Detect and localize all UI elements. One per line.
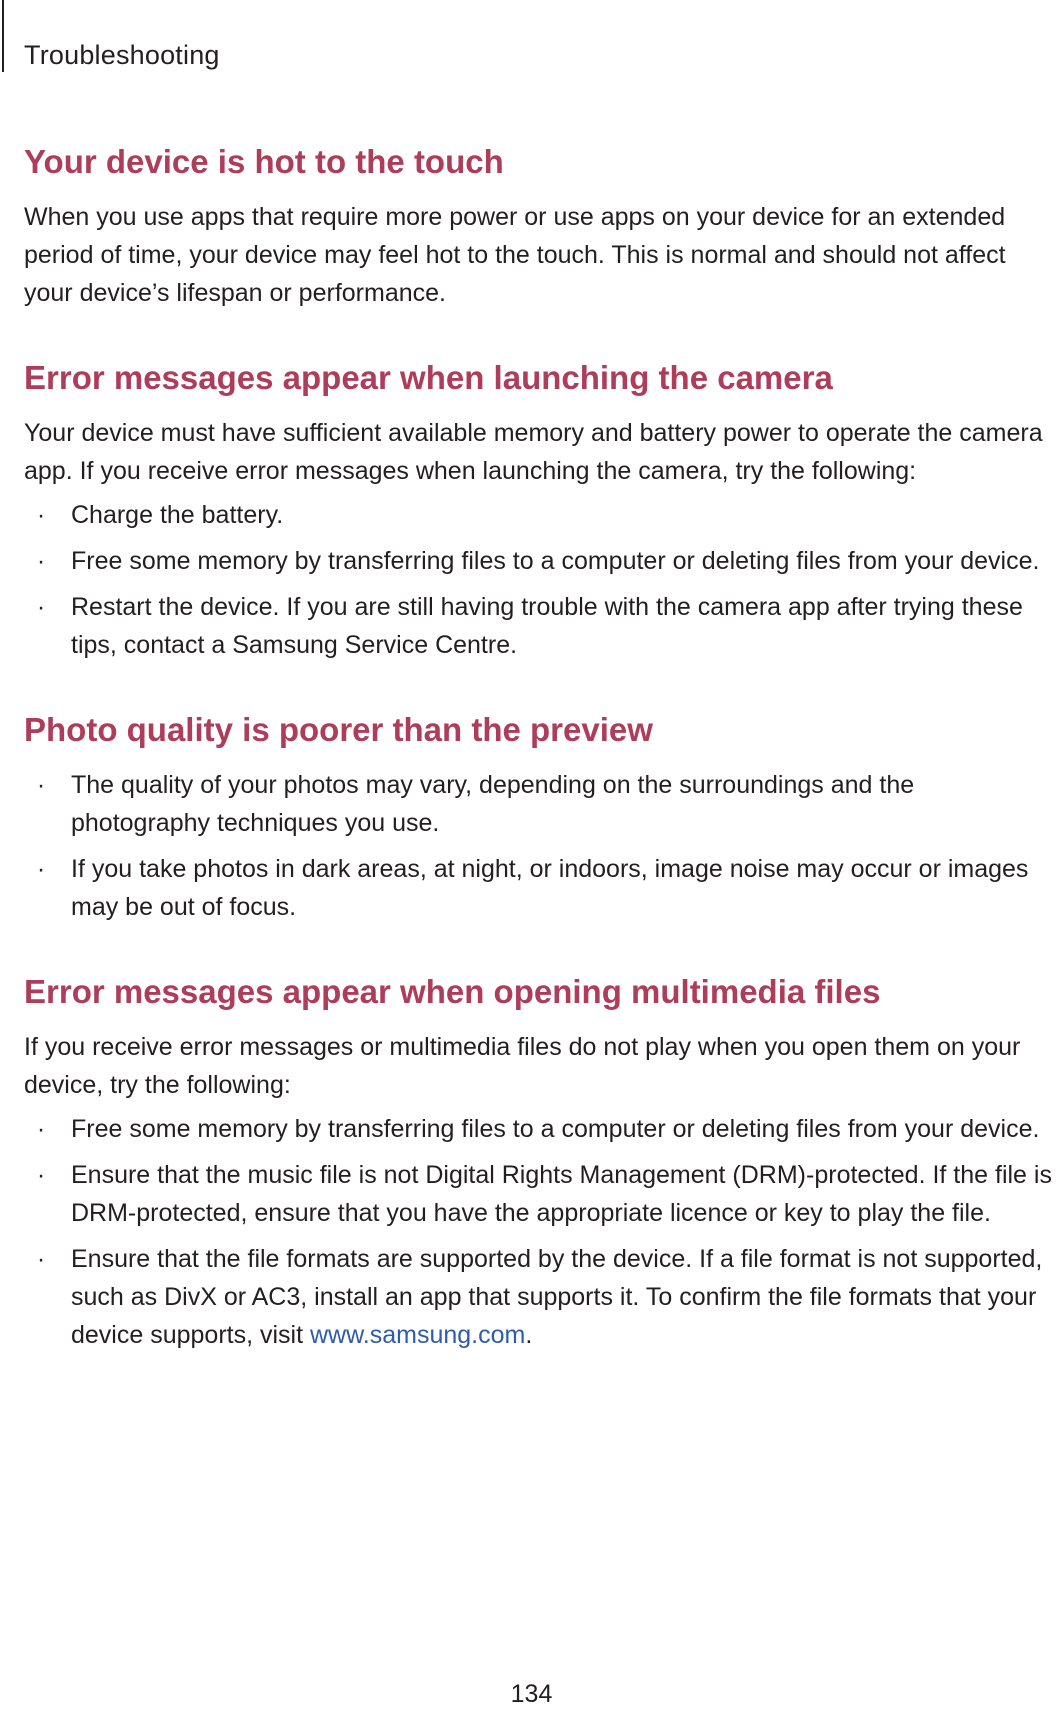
list-item-text-before-link: Ensure that the file formats are supported by the device. If a file format is not supported, such as DivX or AC3, install an app that supports it. To confirm the file formats that your device supports, visit (71, 1245, 1043, 1349)
section-title: Error messages appear when launching the camera (24, 359, 833, 396)
section-body: Your device must have sufficient available memory and battery power to operate the camera app. If you receive error messages when launching the camera, try the following: (24, 419, 1043, 485)
bullet-list (24, 1110, 1054, 1354)
list-item-text: If you take photos in dark areas, at night, or indoors, image noise may occur or images may be out of focus. (71, 855, 1029, 921)
bullet-icon: · (36, 1245, 46, 1273)
section-title: Your device is hot to the touch (24, 143, 504, 180)
page-number: 134 (510, 1680, 553, 1708)
header-rule (2, 0, 4, 72)
section-body: If you receive error messages or multimedia files do not play when you open them on your device, try the following: (24, 1033, 1021, 1099)
list-item-text: The quality of your photos may vary, depending on the surroundings and the photography techniques you use. (71, 771, 915, 837)
bullet-list (24, 766, 1054, 926)
section-title: Photo quality is poorer than the preview (24, 711, 653, 748)
list-item (24, 850, 1054, 926)
section-camera-errors (24, 356, 1054, 664)
section-body: When you use apps that require more power or use apps on your device for an extended period of time, your device may feel hot to the touch. This is normal and should not affect your device’s lifespan or performance. (24, 203, 1006, 307)
bullet-icon: · (36, 855, 46, 883)
bullet-icon: · (36, 501, 46, 529)
list-item-text: Free some memory by transferring files to a computer or deleting files from your device. (71, 1115, 1040, 1143)
list-item-text-after-link: . (525, 1321, 533, 1349)
list-item-text: Free some memory by transferring files to a computer or deleting files from your device. (71, 547, 1040, 575)
bullet-icon: · (36, 593, 46, 621)
list-item (24, 496, 1054, 534)
list-item-text: Ensure that the music file is not Digital Rights Management (DRM)-protected. If the file is DRM-protected, ensure that you have the appropriate licence or key to play the file. (71, 1161, 1052, 1227)
list-item (24, 1110, 1054, 1148)
list-item (24, 1156, 1054, 1232)
list-item-text (71, 1245, 1042, 1349)
bullet-icon: · (36, 547, 46, 575)
chapter-label: Troubleshooting (24, 40, 220, 70)
section-multimedia-errors (24, 970, 1054, 1354)
bullet-icon: · (36, 1115, 46, 1143)
section-hot-to-touch (24, 140, 1054, 312)
samsung-website-link[interactable]: www.samsung.com (310, 1321, 526, 1349)
bullet-list (24, 496, 1054, 664)
list-item (24, 1240, 1054, 1354)
bullet-icon: · (36, 1161, 46, 1189)
list-item (24, 588, 1054, 664)
list-item (24, 766, 1054, 842)
list-item-text: Charge the battery. (71, 501, 284, 529)
bullet-icon: · (36, 771, 46, 799)
list-item-text: Restart the device. If you are still having trouble with the camera app after trying these tips, contact a Samsung Service Centre. (71, 593, 1023, 659)
page-content (24, 140, 1054, 1398)
section-photo-quality (24, 708, 1054, 926)
section-title: Error messages appear when opening multimedia files (24, 973, 881, 1010)
list-item (24, 542, 1054, 580)
